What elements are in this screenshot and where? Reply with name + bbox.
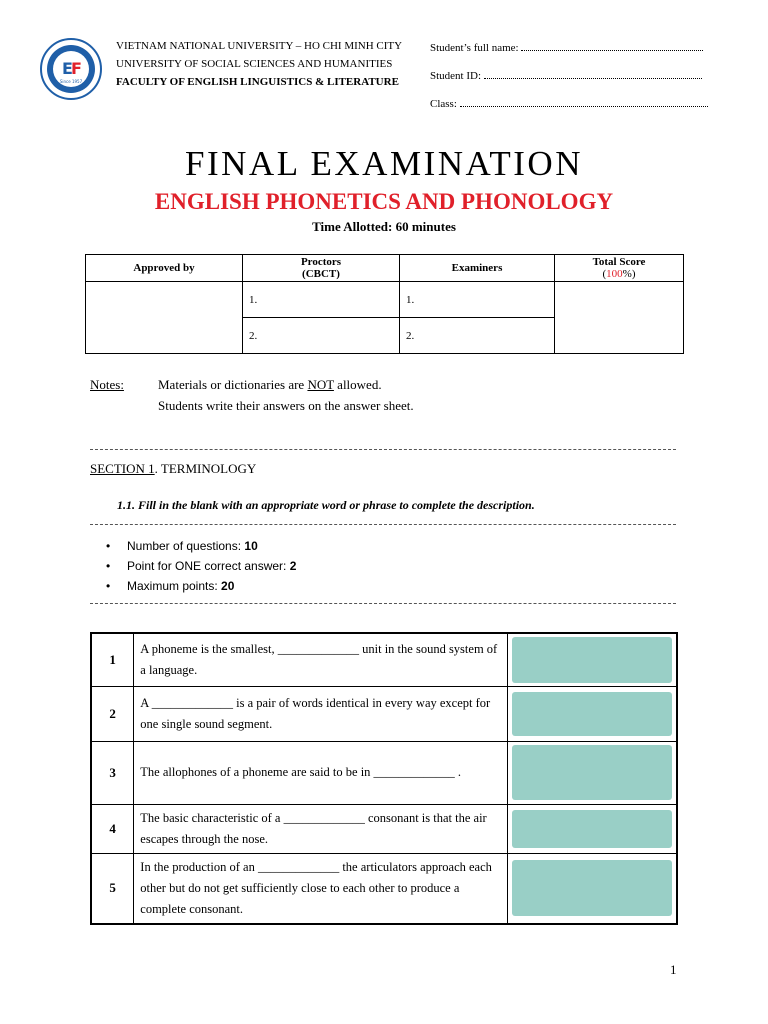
redacted-answer [507, 804, 677, 853]
divider [90, 524, 676, 525]
divider [90, 603, 676, 604]
scoring-info [114, 536, 296, 596]
notes-line-2: Students write their answers on the answer sheet. [158, 398, 414, 413]
approved-by-header: Approved by [86, 255, 243, 282]
divider [90, 449, 676, 450]
question-number: 1 [91, 633, 134, 686]
proctor-2: 2. [243, 318, 400, 354]
university-name: VIETNAM NATIONAL UNIVERSITY – HO CHI MINH CITY [116, 40, 403, 52]
redacted-answer [507, 633, 677, 686]
page-number: 1 [670, 962, 677, 977]
question-text: A phoneme is the smallest, _____________ unit in the sound system of a language. [134, 633, 507, 686]
total-score-cell [555, 282, 684, 354]
question-text: The allophones of a phoneme are said to be in _____________ . [134, 741, 507, 804]
approval-table [85, 254, 684, 354]
list-item: • Point for ONE correct answer: 2 [114, 556, 296, 576]
time-allotted: Time Allotted: 60 minutes [312, 219, 456, 234]
total-score-header: Total Score (100%) [555, 255, 684, 282]
faculty-name: FACULTY OF ENGLISH LINGUISTICS & LITERATURE [116, 76, 399, 88]
notes [90, 374, 414, 416]
question-text: A _____________ is a pair of words identical in every way except for one single sound segment. [134, 686, 507, 741]
questions-table [90, 632, 678, 925]
approved-by-cell [86, 282, 243, 354]
svg-text:F: F [71, 59, 82, 78]
notes-line-1: Materials or dictionaries are NOT allowed. [158, 377, 382, 392]
table-row [91, 804, 677, 853]
question-number: 5 [91, 853, 134, 924]
examiner-2: 2. [400, 318, 555, 354]
school-name: UNIVERSITY OF SOCIAL SCIENCES AND HUMANITIES [116, 58, 393, 70]
question-number: 2 [91, 686, 134, 741]
logo-since-text: Since 1957 [59, 79, 83, 84]
question-number: 3 [91, 741, 134, 804]
proctors-header: Proctors (CBCT) [243, 255, 400, 282]
class-field: Class: [430, 90, 708, 118]
course-title: ENGLISH PHONETICS AND PHONOLOGY [154, 189, 614, 214]
examiner-1: 1. [400, 282, 555, 318]
list-item: • Number of questions: 10 [114, 536, 296, 556]
full-name-field: Student’s full name: [430, 34, 708, 62]
redacted-answer [507, 853, 677, 924]
list-item: • Maximum points: 20 [114, 576, 296, 596]
table-row [91, 633, 677, 686]
svg-text:E: E [62, 59, 73, 78]
examiners-header: Examiners [400, 255, 555, 282]
table-row [91, 741, 677, 804]
question-text: The basic characteristic of a _____________ consonant is that the air escapes through the nose. [134, 804, 507, 853]
question-number: 4 [91, 804, 134, 853]
redacted-answer [507, 686, 677, 741]
question-text: In the production of an _____________ the articulators approach each other but do not get sufficiently close to each other to produce a complete consonant. [134, 853, 507, 924]
student-info [430, 34, 708, 118]
proctor-1: 1. [243, 282, 400, 318]
redacted-answer [507, 741, 677, 804]
table-row [91, 686, 677, 741]
notes-label: Notes: [90, 377, 124, 392]
table-row [91, 853, 677, 924]
exam-title: FINAL EXAMINATION [185, 144, 583, 183]
university-logo [40, 38, 102, 100]
university-heading [116, 37, 402, 91]
section-instruction: 1.1. Fill in the blank with an appropriate word or phrase to complete the description. [117, 498, 535, 512]
section-heading: SECTION 1. TERMINOLOGY [90, 461, 257, 476]
student-id-field: Student ID: [430, 62, 708, 90]
